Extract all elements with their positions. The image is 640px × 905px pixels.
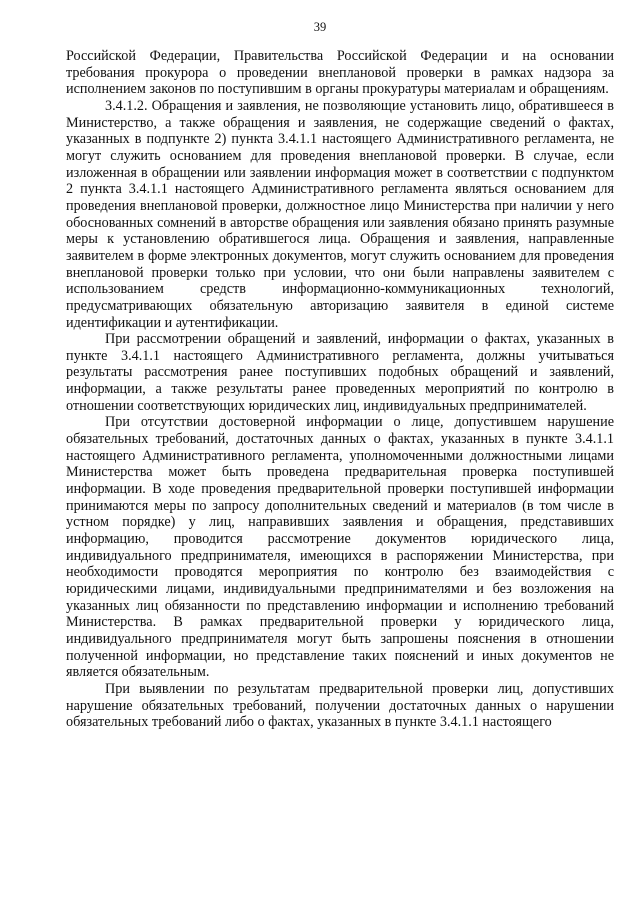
paragraph-preliminary-check: При отсутствии достоверной информации о лице, допустившем нарушение обязательных требований, достаточных данных о фактах, указанных в пункте 3.4.1.1 настоящего Административного регламента, уполномоченными должностными лицами Министерства может быть проведена предварительная проверка поступившей информации. В ходе проведения предварительной проверки поступившей информации принимаются меры по запросу дополнительных сведений и материалов (в том числе в устном порядке) у лиц, направивших заявления и обращения, представивших информацию, проводится рассмотрение документов юридического лица, индивидуального предпринимателя, имеющихся в распоряжении Министерства, при необходимости проводятся мероприятия по контролю без взаимодействия с юридическими лицами, индивидуальными предпринимателями и без возложения на указанных лиц обязанности по представлению информации и исполнению требований Министерства. В рамках предварительной проверки у юридического лица, индивидуального предпринимателя могут быть запрошены пояснения в отношении полученной информации, но представление таких пояснений и иных документов не является обязательным. <box>66 414 614 681</box>
page-number: 39 <box>313 20 327 34</box>
document-body <box>66 48 614 731</box>
paragraph-check-results: При выявлении по результатам предварительной проверки лиц, допустивших нарушение обязательных требований, получении достаточных данных о нарушении обязательных требований либо о фактах, указанных в пункте 3.4.1.1 настоящего <box>66 680 614 731</box>
paragraph-review-considerations: При рассмотрении обращений и заявлений, информации о фактах, указанных в пункте 3.4.1.1 настоящего Административного регламента, должны учитываться результаты рассмотрения ранее поступивших подобных обращений и заявлений, информации, а также результаты ранее проведенных мероприятий по контролю в отношении соответствующих юридических лиц, индивидуальных предпринимателей. <box>66 331 614 414</box>
paragraph-3-4-1-2: 3.4.1.2. Обращения и заявления, не позволяющие установить лицо, обратившееся в Министерство, а также обращения и заявления, не содержащие сведений о фактах, указанных в подпункте 2) пункта 3.4.1.1 настоящего Административного регламента, не могут служить основанием для проведения внеплановой проверки. В случае, если изложенная в обращении или заявлении информация может в соответствии с подпунктом 2 пункта 3.4.1.1 настоящего Административного регламента являться основанием для проведения внеплановой проверки, должностное лицо Министерства при наличии у него обоснованных сомнений в авторстве обращения или заявления обязано принять разумные меры к установлению обратившегося лица. Обращения и заявления, направленные заявителем в форме электронных документов, могут служить основанием для проведения внеплановой проверки только при условии, что они были направлены заявителем с использованием средств информационно-коммуникационных технологий, предусматривающих обязательную авторизацию заявителя в единой системе идентификации и аутентификации. <box>66 97 614 331</box>
paragraph-continuation: Российской Федерации, Правительства Российской Федерации и на основании требования прокурора о проведении внеплановой проверки в рамках надзора за исполнением законов по поступившим в органы прокуратуры материалам и обращениям. <box>66 48 614 98</box>
